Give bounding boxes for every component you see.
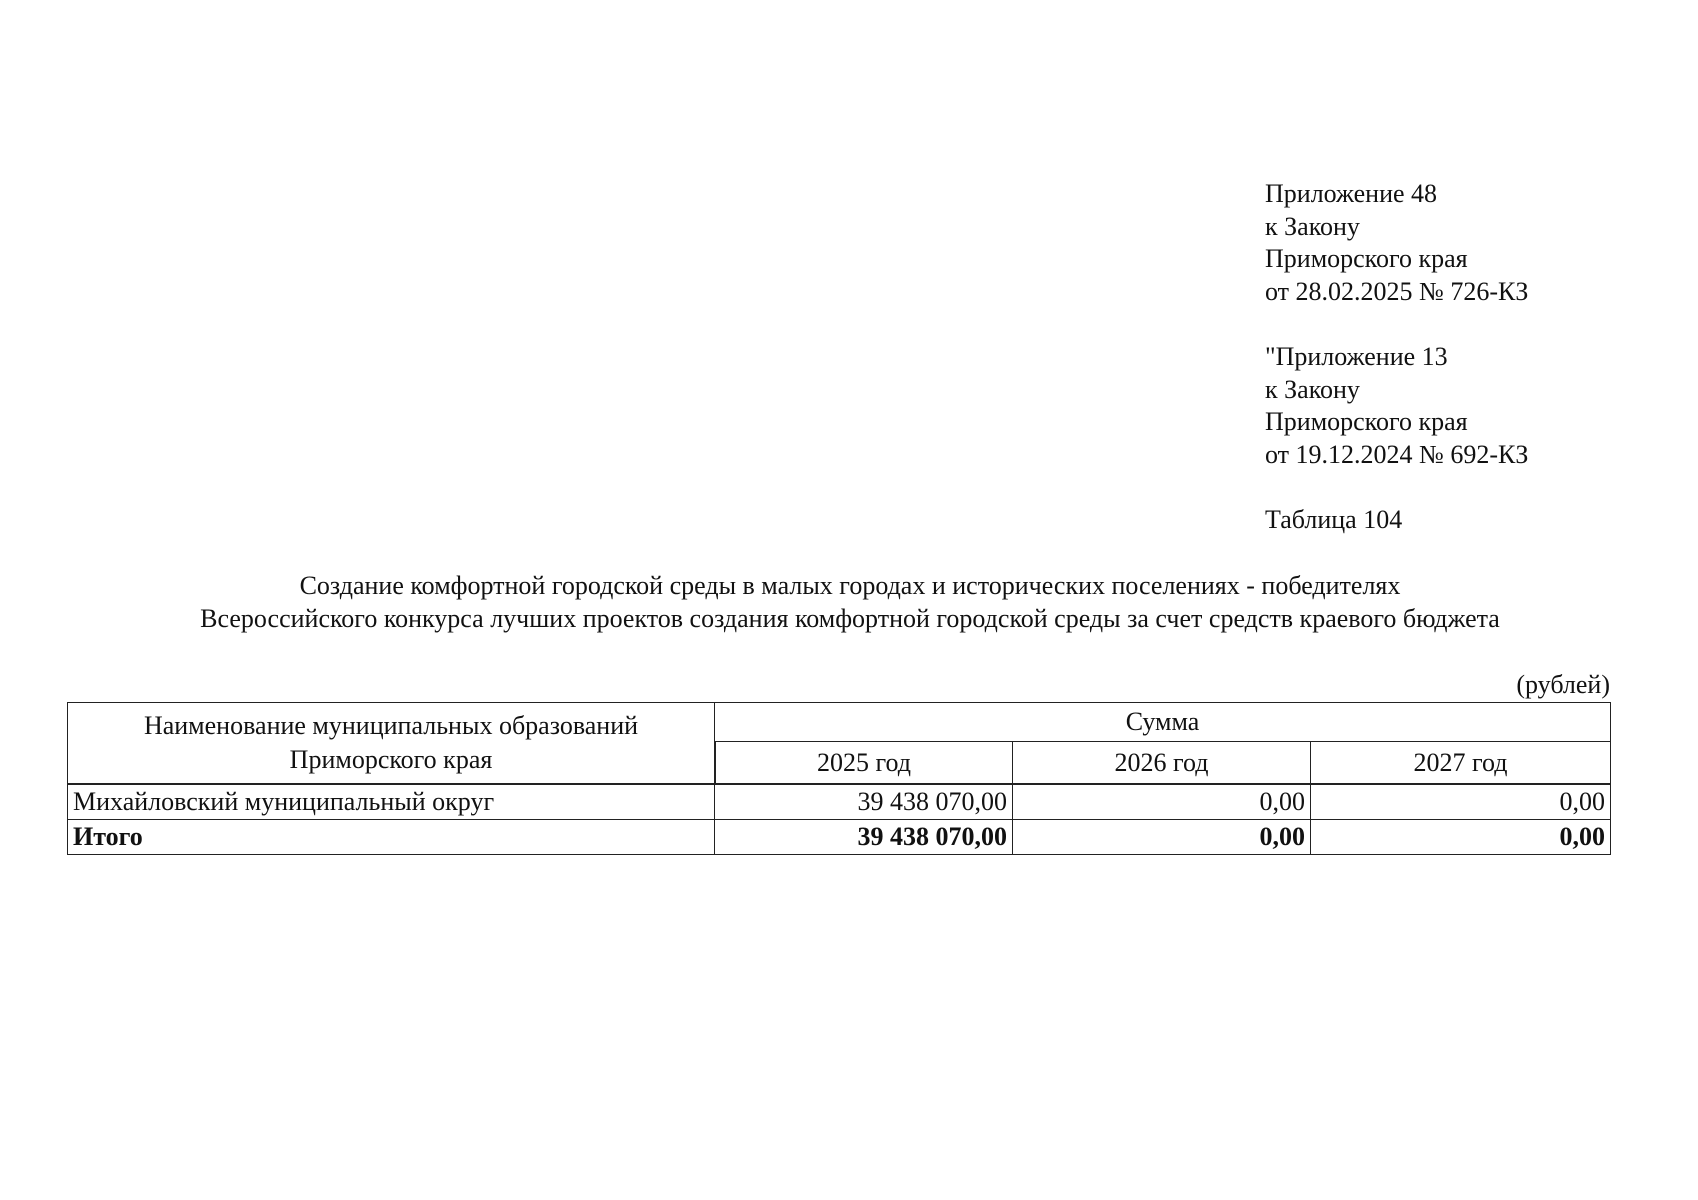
- header-year-2025: 2025 год: [715, 742, 1013, 784]
- annex-13-line-3: Приморского края: [1265, 407, 1468, 436]
- annex-48-line-2: к Закону: [1265, 211, 1360, 241]
- annex-48-line-3: Приморского края: [1265, 244, 1468, 273]
- total-value-2026: 0,00: [1013, 820, 1311, 855]
- title-line-1: Создание комфортной городской среды в малых городах и исторических поселениях - победителях: [299, 571, 1401, 600]
- header-sum: Сумма: [715, 702, 1611, 742]
- row-value-2026: 0,00: [1013, 784, 1311, 820]
- table-number: Таблица 104: [1265, 505, 1403, 534]
- header-year-2026: 2026 год: [1013, 742, 1311, 784]
- row-value-2027: 0,00: [1311, 784, 1611, 820]
- total-label: Итого: [67, 820, 715, 855]
- total-value-2025: 39 438 070,00: [715, 820, 1013, 855]
- row-value-2025: 39 438 070,00: [715, 784, 1013, 820]
- total-row: [67, 820, 1611, 855]
- annex-13-line-2: к Закону: [1265, 374, 1360, 404]
- annex-13-block: [1265, 341, 1528, 471]
- total-value-2027: 0,00: [1311, 820, 1611, 855]
- table-row: [67, 784, 1611, 820]
- annex-48-line-4: от 28.02.2025 № 726-КЗ: [1265, 276, 1529, 306]
- annex-48-line-1: Приложение 48: [1265, 179, 1438, 208]
- title-line-2: Всероссийского конкурса лучших проектов создания комфортной городской среды за счет средств краевого бюджета: [200, 603, 1500, 633]
- currency-unit: (рублей): [1516, 670, 1610, 699]
- budget-table: [67, 702, 1611, 855]
- header-year-2027: 2027 год: [1311, 742, 1611, 784]
- annex-13-line-1: "Приложение 13: [1265, 342, 1448, 371]
- annex-13-line-4: от 19.12.2024 № 692-КЗ: [1265, 439, 1529, 469]
- annex-48-block: [1265, 178, 1528, 308]
- header-municipality-name: Наименование муниципальных образований Приморского края: [67, 702, 715, 784]
- document-title: [40, 570, 1660, 635]
- row-municipality-name: Михайловский муниципальный округ: [67, 784, 715, 820]
